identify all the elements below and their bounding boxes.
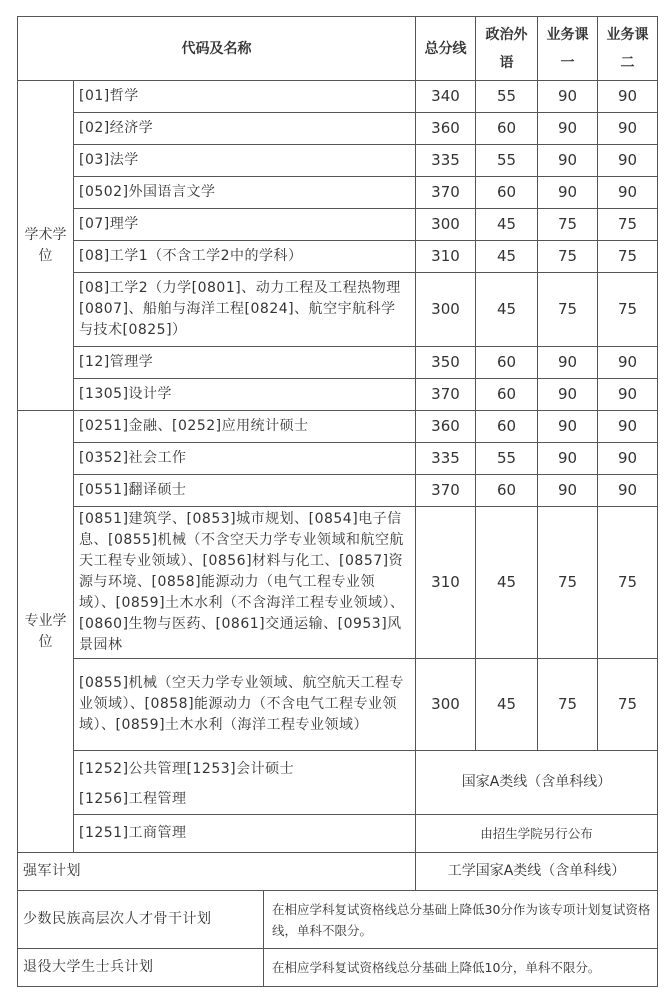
table-row: [18, 209, 658, 241]
row-course1: 90: [538, 411, 598, 443]
row-politics: 45: [476, 659, 538, 751]
table-row: [18, 145, 658, 177]
row-course1: 90: [538, 443, 598, 475]
table-row: [18, 411, 658, 443]
row-politics: 55: [476, 81, 538, 113]
row-politics: 45: [476, 507, 538, 659]
row-total: 335: [416, 145, 476, 177]
row-course1: 75: [538, 659, 598, 751]
row-politics: 60: [476, 113, 538, 145]
row-name: [02]经济学: [74, 113, 416, 145]
table-row: [18, 507, 658, 659]
row-total: 310: [416, 507, 476, 659]
row-course1: 90: [538, 145, 598, 177]
table-row: [18, 751, 658, 815]
table-row: [18, 273, 658, 347]
row-total: 300: [416, 659, 476, 751]
special-note: 在相应学科复试资格线总分基础上降低10分，单科不限分。: [264, 949, 658, 987]
public-mgmt-note: 国家A类线（含单科线）: [416, 751, 658, 815]
row-politics: 45: [476, 241, 538, 273]
header-code-name: 代码及名称: [18, 17, 416, 81]
row-total: 360: [416, 411, 476, 443]
row-name: [0251]金融、[0252]应用统计硕士: [74, 411, 416, 443]
table-row: [18, 891, 658, 949]
row-course1: 90: [538, 347, 598, 379]
table-row: [18, 241, 658, 273]
row-politics: 60: [476, 475, 538, 507]
special-name: 退役大学生士兵计划: [18, 949, 264, 987]
table-row: [18, 475, 658, 507]
row-course2: 75: [598, 209, 658, 241]
table-row: [18, 853, 658, 891]
group-academic: 学术学位: [18, 81, 74, 411]
row-politics: 45: [476, 273, 538, 347]
row-course2: 75: [598, 241, 658, 273]
row-course2: 90: [598, 81, 658, 113]
header-total: 总分线: [416, 17, 476, 81]
score-table: [17, 16, 658, 987]
header-course1: 业务课一: [538, 17, 598, 81]
header-course2: 业务课二: [598, 17, 658, 81]
row-politics: 60: [476, 411, 538, 443]
table-row: [18, 815, 658, 853]
row-politics: 60: [476, 379, 538, 411]
row-total: 370: [416, 379, 476, 411]
row-course2: 90: [598, 347, 658, 379]
row-politics: 45: [476, 209, 538, 241]
row-total: 370: [416, 177, 476, 209]
row-name: [0502]外国语言文学: [74, 177, 416, 209]
row-course1: 90: [538, 379, 598, 411]
row-politics: 60: [476, 177, 538, 209]
row-total: 335: [416, 443, 476, 475]
row-course1: 75: [538, 507, 598, 659]
row-name: [0551]翻译硕士: [74, 475, 416, 507]
row-course2: 90: [598, 379, 658, 411]
row-name: [08]工学1（不含工学2中的学科）: [74, 241, 416, 273]
row-course2: 90: [598, 475, 658, 507]
public-mgmt-line1: [1252]公共管理[1253]会计硕士: [79, 760, 295, 777]
header-politics: 政治外语: [476, 17, 538, 81]
row-total: 350: [416, 347, 476, 379]
row-course2: 75: [598, 507, 658, 659]
special-note: 工学国家A类线（含单科线）: [416, 853, 658, 891]
row-name: [0851]建筑学、[0853]城市规划、[0854]电子信息、[0855]机械（不含空天力学专业领域和航空航天工程专业领域）、[0856]材料与化工、[0857]资源与环境、[0858]能源动力（电气工程专业领域）、[0859]土木水利（不含海洋工程专业领域）、[0860]生物与医药、[0861]交通运输、[0953]风景园林: [74, 507, 416, 659]
table-row: [18, 379, 658, 411]
special-name: 强军计划: [18, 853, 416, 891]
row-name: [01]哲学: [74, 81, 416, 113]
row-politics: 55: [476, 443, 538, 475]
table-row: [18, 659, 658, 751]
row-course1: 75: [538, 209, 598, 241]
row-name-public-mgmt: [74, 751, 416, 815]
row-total: 300: [416, 273, 476, 347]
row-course1: 75: [538, 241, 598, 273]
row-name: [08]工学2（力学[0801]、动力工程及工程热物理[0807]、船舶与海洋工程[0824]、航空宇航科学与技术[0825]）: [74, 273, 416, 347]
table-row: [18, 443, 658, 475]
row-total: 340: [416, 81, 476, 113]
row-total: 360: [416, 113, 476, 145]
table-row: [18, 81, 658, 113]
special-note: 在相应学科复试资格线总分基础上降低30分作为该专项计划复试资格线，单科不限分。: [264, 891, 658, 949]
row-course2: 90: [598, 177, 658, 209]
row-name: [0352]社会工作: [74, 443, 416, 475]
row-name: [07]理学: [74, 209, 416, 241]
row-name-mba: [1251]工商管理: [74, 815, 416, 853]
row-politics: 60: [476, 347, 538, 379]
row-course2: 75: [598, 659, 658, 751]
row-course1: 90: [538, 177, 598, 209]
row-course1: 90: [538, 113, 598, 145]
row-course1: 75: [538, 273, 598, 347]
public-mgmt-line2: [1256]工程管理: [79, 790, 187, 807]
row-total: 370: [416, 475, 476, 507]
table-row: [18, 347, 658, 379]
row-politics: 55: [476, 145, 538, 177]
row-course1: 90: [538, 81, 598, 113]
table-row: [18, 113, 658, 145]
row-name: [1305]设计学: [74, 379, 416, 411]
row-course2: 90: [598, 113, 658, 145]
row-course1: 90: [538, 475, 598, 507]
group-professional: 专业学位: [18, 411, 74, 853]
row-name: [03]法学: [74, 145, 416, 177]
mba-note: 由招生学院另行公布: [416, 815, 658, 853]
row-total: 310: [416, 241, 476, 273]
special-name: 少数民族高层次人才骨干计划: [18, 891, 264, 949]
row-course2: 75: [598, 273, 658, 347]
row-course2: 90: [598, 443, 658, 475]
row-course2: 90: [598, 145, 658, 177]
row-name: [0855]机械（空天力学专业领域、航空航天工程专业领域）、[0858]能源动力（不含电气工程专业领域）、[0859]土木水利（海洋工程专业领域）: [74, 659, 416, 751]
row-course2: 90: [598, 411, 658, 443]
header-row: [18, 17, 658, 81]
row-name: [12]管理学: [74, 347, 416, 379]
table-row: [18, 949, 658, 987]
row-total: 300: [416, 209, 476, 241]
table-row: [18, 177, 658, 209]
